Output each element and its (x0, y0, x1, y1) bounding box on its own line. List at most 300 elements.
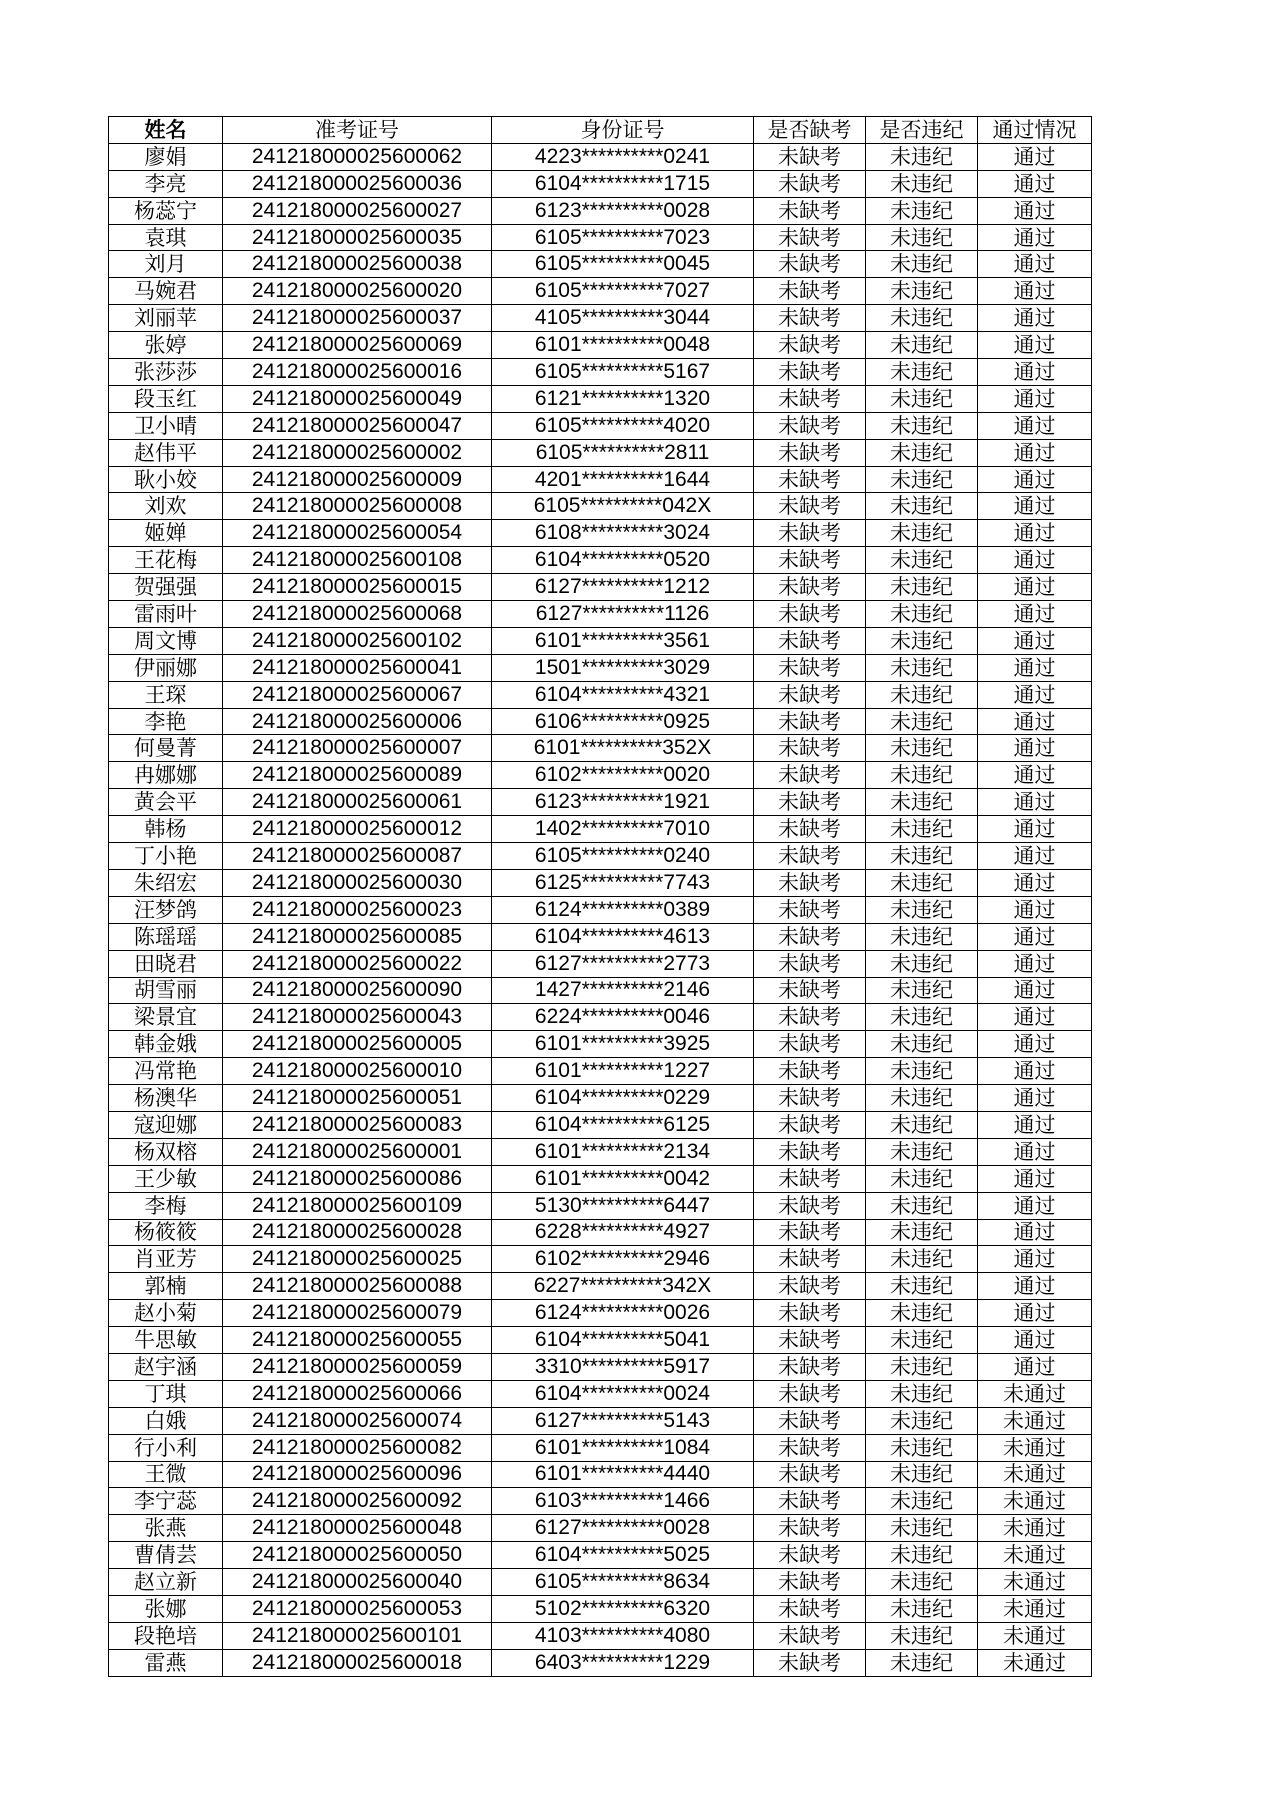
cell-pass-status: 通过 (978, 1138, 1092, 1165)
cell-violation: 未违纪 (866, 843, 978, 870)
cell-pass-status: 通过 (978, 869, 1092, 896)
cell-ticket-number: 241218000025600086 (223, 1165, 492, 1192)
cell-name: 张娜 (109, 1595, 223, 1622)
table-row (109, 654, 1092, 681)
cell-absent: 未缺考 (754, 843, 866, 870)
table-row (109, 1058, 1092, 1085)
cell-id-number: 6105**********4020 (492, 412, 754, 439)
cell-name: 李宁蕊 (109, 1488, 223, 1515)
cell-pass-status: 通过 (978, 359, 1092, 386)
cell-id-number: 6101**********352X (492, 735, 754, 762)
cell-absent: 未缺考 (754, 520, 866, 547)
cell-id-number: 4201**********1644 (492, 466, 754, 493)
cell-absent: 未缺考 (754, 332, 866, 359)
cell-name: 袁琪 (109, 224, 223, 251)
table-row (109, 1622, 1092, 1649)
cell-violation: 未违纪 (866, 923, 978, 950)
cell-absent: 未缺考 (754, 1300, 866, 1327)
cell-name: 段艳培 (109, 1622, 223, 1649)
cell-ticket-number: 241218000025600007 (223, 735, 492, 762)
cell-pass-status: 通过 (978, 143, 1092, 170)
cell-ticket-number: 241218000025600055 (223, 1327, 492, 1354)
cell-name: 李亮 (109, 170, 223, 197)
cell-ticket-number: 241218000025600047 (223, 412, 492, 439)
cell-absent: 未缺考 (754, 197, 866, 224)
table-row (109, 816, 1092, 843)
cell-violation: 未违纪 (866, 439, 978, 466)
cell-name: 张婷 (109, 332, 223, 359)
cell-pass-status: 通过 (978, 493, 1092, 520)
cell-name: 黄会平 (109, 789, 223, 816)
table-row (109, 843, 1092, 870)
cell-absent: 未缺考 (754, 1327, 866, 1354)
cell-pass-status: 通过 (978, 735, 1092, 762)
cell-ticket-number: 241218000025600038 (223, 251, 492, 278)
cell-violation: 未违纪 (866, 1300, 978, 1327)
table-row (109, 681, 1092, 708)
cell-violation: 未违纪 (866, 1219, 978, 1246)
cell-ticket-number: 241218000025600018 (223, 1649, 492, 1676)
cell-absent: 未缺考 (754, 977, 866, 1004)
header-row (109, 117, 1092, 144)
cell-name: 杨蕊宁 (109, 197, 223, 224)
cell-id-number: 6101**********1084 (492, 1434, 754, 1461)
cell-ticket-number: 241218000025600068 (223, 601, 492, 628)
cell-pass-status: 通过 (978, 1353, 1092, 1380)
cell-ticket-number: 241218000025600025 (223, 1246, 492, 1273)
cell-ticket-number: 241218000025600079 (223, 1300, 492, 1327)
cell-id-number: 6104**********0520 (492, 547, 754, 574)
cell-id-number: 6224**********0046 (492, 1004, 754, 1031)
cell-name: 何曼菁 (109, 735, 223, 762)
cell-name: 刘欢 (109, 493, 223, 520)
table-row (109, 385, 1092, 412)
table-row (109, 1085, 1092, 1112)
cell-absent: 未缺考 (754, 923, 866, 950)
table-row (109, 1569, 1092, 1596)
cell-absent: 未缺考 (754, 1353, 866, 1380)
cell-name: 肖亚芳 (109, 1246, 223, 1273)
cell-pass-status: 通过 (978, 385, 1092, 412)
table-row (109, 1004, 1092, 1031)
table-row (109, 412, 1092, 439)
cell-absent: 未缺考 (754, 1273, 866, 1300)
cell-violation: 未违纪 (866, 762, 978, 789)
cell-id-number: 6101**********2134 (492, 1138, 754, 1165)
cell-violation: 未违纪 (866, 224, 978, 251)
cell-violation: 未违纪 (866, 278, 978, 305)
cell-name: 姬婵 (109, 520, 223, 547)
cell-violation: 未违纪 (866, 869, 978, 896)
cell-ticket-number: 241218000025600008 (223, 493, 492, 520)
cell-violation: 未违纪 (866, 574, 978, 601)
cell-absent: 未缺考 (754, 950, 866, 977)
cell-violation: 未违纪 (866, 1138, 978, 1165)
cell-id-number: 6101**********3925 (492, 1031, 754, 1058)
cell-name: 王微 (109, 1461, 223, 1488)
cell-violation: 未违纪 (866, 1488, 978, 1515)
table-row (109, 251, 1092, 278)
cell-absent: 未缺考 (754, 869, 866, 896)
cell-violation: 未违纪 (866, 305, 978, 332)
cell-name: 王花梅 (109, 547, 223, 574)
header-name: 姓名 (109, 117, 223, 144)
cell-ticket-number: 241218000025600030 (223, 869, 492, 896)
cell-ticket-number: 241218000025600028 (223, 1219, 492, 1246)
cell-absent: 未缺考 (754, 1165, 866, 1192)
cell-id-number: 6127**********5143 (492, 1407, 754, 1434)
cell-id-number: 6102**********0020 (492, 762, 754, 789)
cell-violation: 未违纪 (866, 170, 978, 197)
cell-absent: 未缺考 (754, 143, 866, 170)
cell-pass-status: 未通过 (978, 1407, 1092, 1434)
table-body (109, 143, 1092, 1676)
cell-absent: 未缺考 (754, 1004, 866, 1031)
cell-violation: 未违纪 (866, 816, 978, 843)
cell-pass-status: 通过 (978, 1273, 1092, 1300)
cell-id-number: 6227**********342X (492, 1273, 754, 1300)
cell-id-number: 6101**********3561 (492, 627, 754, 654)
cell-pass-status: 通过 (978, 1165, 1092, 1192)
table-row (109, 170, 1092, 197)
cell-id-number: 6105**********8634 (492, 1569, 754, 1596)
table-row (109, 1219, 1092, 1246)
cell-ticket-number: 241218000025600010 (223, 1058, 492, 1085)
cell-ticket-number: 241218000025600040 (223, 1569, 492, 1596)
table-row (109, 762, 1092, 789)
cell-pass-status: 通过 (978, 1192, 1092, 1219)
cell-violation: 未违纪 (866, 654, 978, 681)
table-row (109, 1488, 1092, 1515)
cell-violation: 未违纪 (866, 143, 978, 170)
cell-absent: 未缺考 (754, 224, 866, 251)
table-row (109, 1192, 1092, 1219)
header-absent: 是否缺考 (754, 117, 866, 144)
cell-id-number: 6105**********0240 (492, 843, 754, 870)
cell-ticket-number: 241218000025600108 (223, 547, 492, 574)
cell-ticket-number: 241218000025600067 (223, 681, 492, 708)
cell-ticket-number: 241218000025600087 (223, 843, 492, 870)
cell-ticket-number: 241218000025600062 (223, 143, 492, 170)
cell-name: 杨双榕 (109, 1138, 223, 1165)
cell-name: 赵伟平 (109, 439, 223, 466)
cell-id-number: 6108**********3024 (492, 520, 754, 547)
cell-pass-status: 未通过 (978, 1595, 1092, 1622)
cell-ticket-number: 241218000025600066 (223, 1380, 492, 1407)
table-row (109, 708, 1092, 735)
cell-pass-status: 通过 (978, 1246, 1092, 1273)
cell-id-number: 6105**********0045 (492, 251, 754, 278)
table-row (109, 627, 1092, 654)
cell-id-number: 1427**********2146 (492, 977, 754, 1004)
cell-ticket-number: 241218000025600016 (223, 359, 492, 386)
cell-ticket-number: 241218000025600035 (223, 224, 492, 251)
cell-name: 韩金娥 (109, 1031, 223, 1058)
table-row (109, 143, 1092, 170)
cell-id-number: 6106**********0925 (492, 708, 754, 735)
cell-ticket-number: 241218000025600006 (223, 708, 492, 735)
cell-id-number: 6127**********1126 (492, 601, 754, 628)
cell-name: 雷雨叶 (109, 601, 223, 628)
cell-name: 段玉红 (109, 385, 223, 412)
table-row (109, 493, 1092, 520)
cell-ticket-number: 241218000025600059 (223, 1353, 492, 1380)
cell-name: 张莎莎 (109, 359, 223, 386)
cell-pass-status: 通过 (978, 224, 1092, 251)
cell-pass-status: 通过 (978, 1327, 1092, 1354)
cell-id-number: 6101**********0048 (492, 332, 754, 359)
cell-ticket-number: 241218000025600050 (223, 1542, 492, 1569)
cell-pass-status: 未通过 (978, 1434, 1092, 1461)
cell-absent: 未缺考 (754, 547, 866, 574)
cell-name: 丁琪 (109, 1380, 223, 1407)
cell-id-number: 5102**********6320 (492, 1595, 754, 1622)
table-row (109, 1327, 1092, 1354)
cell-absent: 未缺考 (754, 1246, 866, 1273)
cell-id-number: 6105**********7023 (492, 224, 754, 251)
cell-ticket-number: 241218000025600048 (223, 1515, 492, 1542)
cell-pass-status: 通过 (978, 439, 1092, 466)
cell-pass-status: 通过 (978, 1058, 1092, 1085)
cell-id-number: 6101**********4440 (492, 1461, 754, 1488)
cell-pass-status: 通过 (978, 1031, 1092, 1058)
cell-pass-status: 通过 (978, 1111, 1092, 1138)
cell-id-number: 3310**********5917 (492, 1353, 754, 1380)
cell-id-number: 6125**********7743 (492, 869, 754, 896)
cell-absent: 未缺考 (754, 1058, 866, 1085)
table-row (109, 1111, 1092, 1138)
cell-ticket-number: 241218000025600051 (223, 1085, 492, 1112)
cell-name: 刘月 (109, 251, 223, 278)
cell-id-number: 6102**********2946 (492, 1246, 754, 1273)
cell-ticket-number: 241218000025600022 (223, 950, 492, 977)
cell-ticket-number: 241218000025600054 (223, 520, 492, 547)
cell-id-number: 6121**********1320 (492, 385, 754, 412)
cell-violation: 未违纪 (866, 1273, 978, 1300)
table-row (109, 1165, 1092, 1192)
cell-id-number: 6105**********2811 (492, 439, 754, 466)
cell-violation: 未违纪 (866, 251, 978, 278)
cell-absent: 未缺考 (754, 762, 866, 789)
cell-pass-status: 未通过 (978, 1461, 1092, 1488)
cell-pass-status: 通过 (978, 170, 1092, 197)
cell-violation: 未违纪 (866, 896, 978, 923)
cell-absent: 未缺考 (754, 1515, 866, 1542)
cell-name: 曹倩芸 (109, 1542, 223, 1569)
cell-violation: 未违纪 (866, 1461, 978, 1488)
table-row (109, 923, 1092, 950)
cell-name: 马婉君 (109, 278, 223, 305)
table-row (109, 278, 1092, 305)
cell-absent: 未缺考 (754, 1031, 866, 1058)
cell-absent: 未缺考 (754, 1622, 866, 1649)
cell-id-number: 6104**********6125 (492, 1111, 754, 1138)
cell-pass-status: 未通过 (978, 1622, 1092, 1649)
cell-ticket-number: 241218000025600085 (223, 923, 492, 950)
cell-id-number: 6127**********0028 (492, 1515, 754, 1542)
cell-violation: 未违纪 (866, 1085, 978, 1112)
cell-violation: 未违纪 (866, 1434, 978, 1461)
cell-id-number: 6104**********4321 (492, 681, 754, 708)
table-row (109, 520, 1092, 547)
cell-name: 王少敏 (109, 1165, 223, 1192)
cell-name: 雷燕 (109, 1649, 223, 1676)
cell-name: 胡雪丽 (109, 977, 223, 1004)
cell-pass-status: 通过 (978, 1300, 1092, 1327)
cell-absent: 未缺考 (754, 1542, 866, 1569)
table-row (109, 1515, 1092, 1542)
cell-name: 白娥 (109, 1407, 223, 1434)
cell-pass-status: 通过 (978, 197, 1092, 224)
table-row (109, 547, 1092, 574)
cell-name: 杨澳华 (109, 1085, 223, 1112)
cell-id-number: 6105**********7027 (492, 278, 754, 305)
cell-pass-status: 通过 (978, 1004, 1092, 1031)
cell-violation: 未违纪 (866, 1542, 978, 1569)
cell-ticket-number: 241218000025600069 (223, 332, 492, 359)
cell-pass-status: 未通过 (978, 1515, 1092, 1542)
cell-name: 冉娜娜 (109, 762, 223, 789)
cell-violation: 未违纪 (866, 520, 978, 547)
cell-absent: 未缺考 (754, 1380, 866, 1407)
cell-id-number: 6123**********0028 (492, 197, 754, 224)
table-row (109, 1461, 1092, 1488)
cell-pass-status: 通过 (978, 520, 1092, 547)
cell-ticket-number: 241218000025600092 (223, 1488, 492, 1515)
table-row (109, 1595, 1092, 1622)
cell-name: 韩杨 (109, 816, 223, 843)
cell-violation: 未违纪 (866, 1327, 978, 1354)
cell-id-number: 6101**********0042 (492, 1165, 754, 1192)
cell-absent: 未缺考 (754, 1111, 866, 1138)
cell-violation: 未违纪 (866, 1622, 978, 1649)
cell-ticket-number: 241218000025600020 (223, 278, 492, 305)
cell-ticket-number: 241218000025600088 (223, 1273, 492, 1300)
cell-violation: 未违纪 (866, 466, 978, 493)
cell-ticket-number: 241218000025600027 (223, 197, 492, 224)
cell-violation: 未违纪 (866, 1192, 978, 1219)
cell-violation: 未违纪 (866, 1569, 978, 1596)
cell-ticket-number: 241218000025600089 (223, 762, 492, 789)
cell-pass-status: 通过 (978, 1085, 1092, 1112)
cell-violation: 未违纪 (866, 1515, 978, 1542)
cell-pass-status: 通过 (978, 843, 1092, 870)
cell-id-number: 6104**********4613 (492, 923, 754, 950)
table-row (109, 439, 1092, 466)
table-row (109, 466, 1092, 493)
header-violation: 是否违纪 (866, 117, 978, 144)
header-ticket-number: 准考证号 (223, 117, 492, 144)
cell-violation: 未违纪 (866, 627, 978, 654)
cell-ticket-number: 241218000025600061 (223, 789, 492, 816)
table-row (109, 869, 1092, 896)
cell-absent: 未缺考 (754, 681, 866, 708)
cell-violation: 未违纪 (866, 708, 978, 735)
cell-ticket-number: 241218000025600090 (223, 977, 492, 1004)
table-row (109, 1246, 1092, 1273)
cell-violation: 未违纪 (866, 1380, 978, 1407)
table-row (109, 1353, 1092, 1380)
cell-ticket-number: 241218000025600037 (223, 305, 492, 332)
cell-ticket-number: 241218000025600012 (223, 816, 492, 843)
cell-ticket-number: 241218000025600036 (223, 170, 492, 197)
cell-violation: 未违纪 (866, 547, 978, 574)
table-row (109, 1380, 1092, 1407)
table-row (109, 789, 1092, 816)
cell-ticket-number: 241218000025600023 (223, 896, 492, 923)
cell-pass-status: 未通过 (978, 1649, 1092, 1676)
cell-id-number: 6123**********1921 (492, 789, 754, 816)
cell-ticket-number: 241218000025600082 (223, 1434, 492, 1461)
cell-pass-status: 通过 (978, 601, 1092, 628)
cell-absent: 未缺考 (754, 305, 866, 332)
cell-violation: 未违纪 (866, 735, 978, 762)
table-row (109, 1649, 1092, 1676)
cell-pass-status: 通过 (978, 654, 1092, 681)
cell-pass-status: 未通过 (978, 1488, 1092, 1515)
cell-violation: 未违纪 (866, 385, 978, 412)
cell-name: 汪梦鸽 (109, 896, 223, 923)
cell-ticket-number: 241218000025600041 (223, 654, 492, 681)
table-row (109, 224, 1092, 251)
cell-pass-status: 通过 (978, 278, 1092, 305)
cell-violation: 未违纪 (866, 197, 978, 224)
table-row (109, 735, 1092, 762)
cell-id-number: 6403**********1229 (492, 1649, 754, 1676)
cell-absent: 未缺考 (754, 1488, 866, 1515)
cell-violation: 未违纪 (866, 1353, 978, 1380)
table-row (109, 1434, 1092, 1461)
table-row (109, 1031, 1092, 1058)
cell-absent: 未缺考 (754, 708, 866, 735)
cell-ticket-number: 241218000025600074 (223, 1407, 492, 1434)
cell-violation: 未违纪 (866, 1004, 978, 1031)
cell-ticket-number: 241218000025600043 (223, 1004, 492, 1031)
cell-pass-status: 通过 (978, 896, 1092, 923)
cell-name: 田晓君 (109, 950, 223, 977)
cell-absent: 未缺考 (754, 1085, 866, 1112)
table-row (109, 197, 1092, 224)
cell-violation: 未违纪 (866, 1595, 978, 1622)
cell-name: 牛思敏 (109, 1327, 223, 1354)
cell-absent: 未缺考 (754, 493, 866, 520)
cell-absent: 未缺考 (754, 1461, 866, 1488)
cell-name: 李梅 (109, 1192, 223, 1219)
table-row (109, 359, 1092, 386)
cell-violation: 未违纪 (866, 1058, 978, 1085)
cell-pass-status: 通过 (978, 627, 1092, 654)
cell-violation: 未违纪 (866, 1649, 978, 1676)
table-row (109, 1138, 1092, 1165)
cell-ticket-number: 241218000025600049 (223, 385, 492, 412)
cell-ticket-number: 241218000025600002 (223, 439, 492, 466)
cell-violation: 未违纪 (866, 1246, 978, 1273)
cell-absent: 未缺考 (754, 789, 866, 816)
cell-pass-status: 通过 (978, 466, 1092, 493)
cell-violation: 未违纪 (866, 359, 978, 386)
cell-id-number: 4223**********0241 (492, 143, 754, 170)
table-row (109, 574, 1092, 601)
cell-name: 赵小菊 (109, 1300, 223, 1327)
cell-violation: 未违纪 (866, 950, 978, 977)
cell-absent: 未缺考 (754, 385, 866, 412)
cell-id-number: 6127**********2773 (492, 950, 754, 977)
cell-absent: 未缺考 (754, 735, 866, 762)
header-pass-status: 通过情况 (978, 117, 1092, 144)
cell-pass-status: 通过 (978, 681, 1092, 708)
cell-absent: 未缺考 (754, 1569, 866, 1596)
cell-name: 王琛 (109, 681, 223, 708)
